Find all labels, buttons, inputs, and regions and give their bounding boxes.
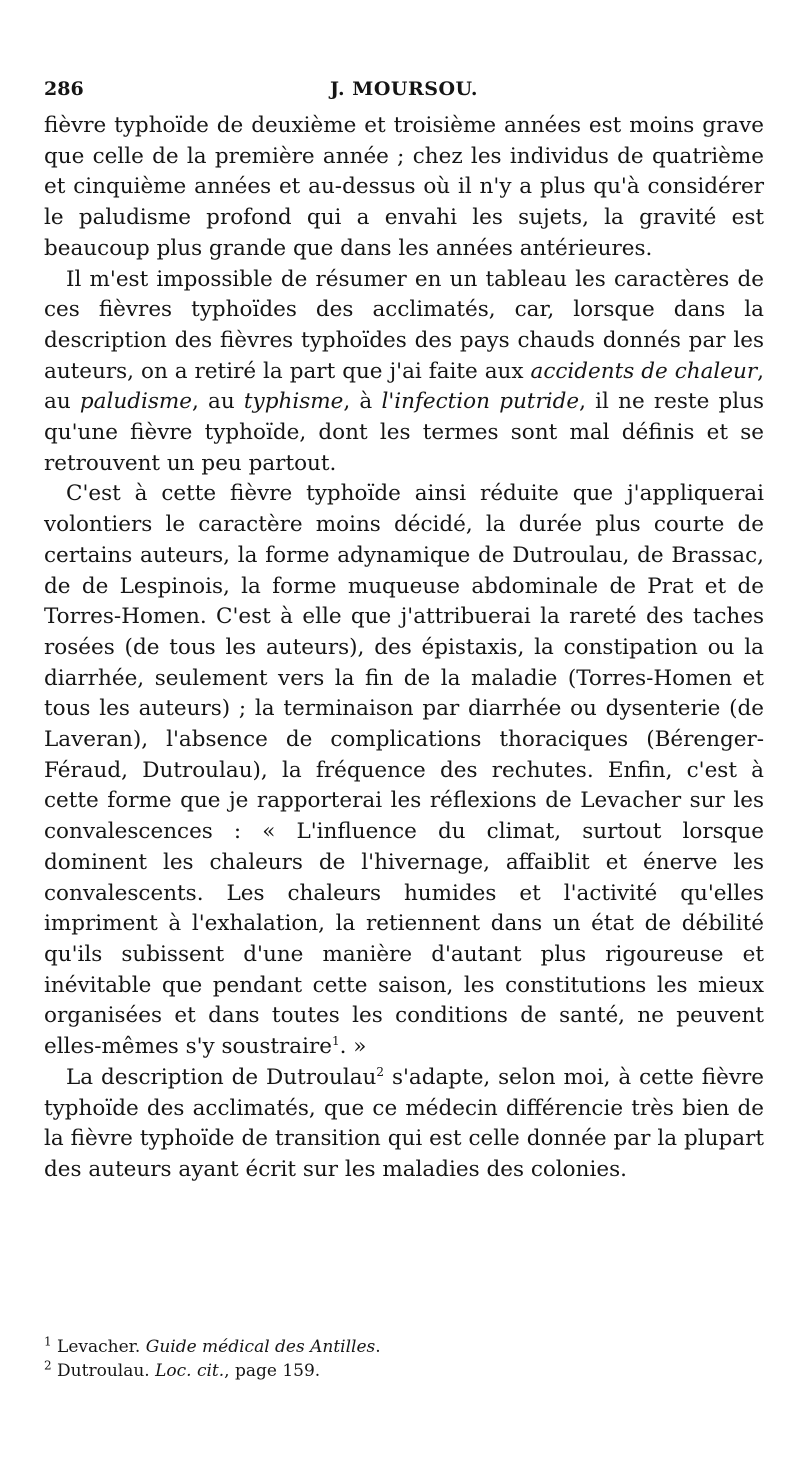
paragraph-4: La description de Dutroulau$^2$ s'adapte, selon moi, à cette fièvre typhoïde des acclimatés, que ce médecin différencie très bien de la fièvre typhoïde de transition qui est celle donnée par la plupart des auteurs ayant écrit sur les maladies des colonies. xyxy=(44,1064,764,1182)
emphasis-text: l'infection putride xyxy=(381,389,580,415)
paragraph-2: Il m'est impossible de résumer en un tableau les caractères de ces fièvres typhoïdes des acclimatés, car, lorsque dans la description des fièvres typhoïdes des pays chauds donnés par les auteurs, on a retiré la part que j'ai faite aux accidents de chaleur, au paludisme, au typhisme, à l'infection putride, il ne reste plus qu'une fièvre typhoïde, dont les termes sont mal définis et se retrouvent un peu partout. xyxy=(44,266,765,476)
paragraph-1: fièvre typhoïde de deuxième et troisième années est moins grave que celle de la première année ; chez les individus de quatrième et cinquième années et au-dessus où il n'y a plus qu'à considérer le paludisme profond qui a envahi les sujets, la gravité est beaucoup plus grande que dans les années antérieures. xyxy=(44,113,764,261)
body-text xyxy=(44,111,764,1186)
page-header xyxy=(44,78,764,108)
paragraph-3: C'est à cette fièvre typhoïde ainsi réduite que j'appliquerai volontiers le caractère moins décidé, la durée plus courte de certains auteurs, la forme adynamique de Dutroulau, de Brassac, de de Lespinois, la forme muqueuse abdominale de Prat et de Torres-Homen. C'est à elle que j'attribuerai la rareté des taches rosées (de tous les auteurs), des épistaxis, la constipation ou la diarrhée, seulement vers la fin de la maladie (Torres-Homen et tous les auteurs) ; la terminaison par diarrhée ou dysenterie (de Laveran), l'absence de complications thoraciques (Bérenger-Féraud, Dutroulau), la fréquence des rechutes. Enfin, c'est à cette forme que je rapporterai les réflexions de Levacher sur les convalescences : « L'influence du climat, surtout lorsque dominent les chaleurs de l'hivernage, affaiblit et énerve les convalescents. Les chaleurs humides et l'activité qu'elles impriment à l'exhalation, la retiennent dans un état de débilité qu'ils subissent d'une manière d'autant plus rigoureuse et inévitable que pendant cette saison, les constitutions les mieux organisées et dans toutes les conditions de santé, ne peuvent elles-mêmes s'y soustraire$^1$. » xyxy=(44,481,764,1060)
page-number: 286 xyxy=(44,78,84,100)
footnotes xyxy=(44,1335,764,1383)
emphasis-text: paludisme xyxy=(79,389,192,415)
footnote-title: Loc. cit. xyxy=(155,1361,225,1381)
footnote-ref-1[interactable]: 1 xyxy=(331,1033,340,1048)
footnote-2: $^2$ Dutroulau. Loc. cit., page 159. xyxy=(44,1358,321,1381)
footnote-title: Guide médical des Antilles xyxy=(145,1337,376,1357)
emphasis-text: typhisme xyxy=(243,389,344,415)
footnote-mark: 2 xyxy=(44,1358,52,1373)
footnote-mark: 1 xyxy=(44,1334,52,1349)
running-head: J. MOURSOU. xyxy=(330,78,478,100)
footnote-1: $^1$ Levacher. Guide médical des Antilles. xyxy=(44,1334,381,1357)
footnote-ref-2[interactable]: 2 xyxy=(376,1064,385,1079)
emphasis-text: accidents de chaleur xyxy=(530,358,758,384)
